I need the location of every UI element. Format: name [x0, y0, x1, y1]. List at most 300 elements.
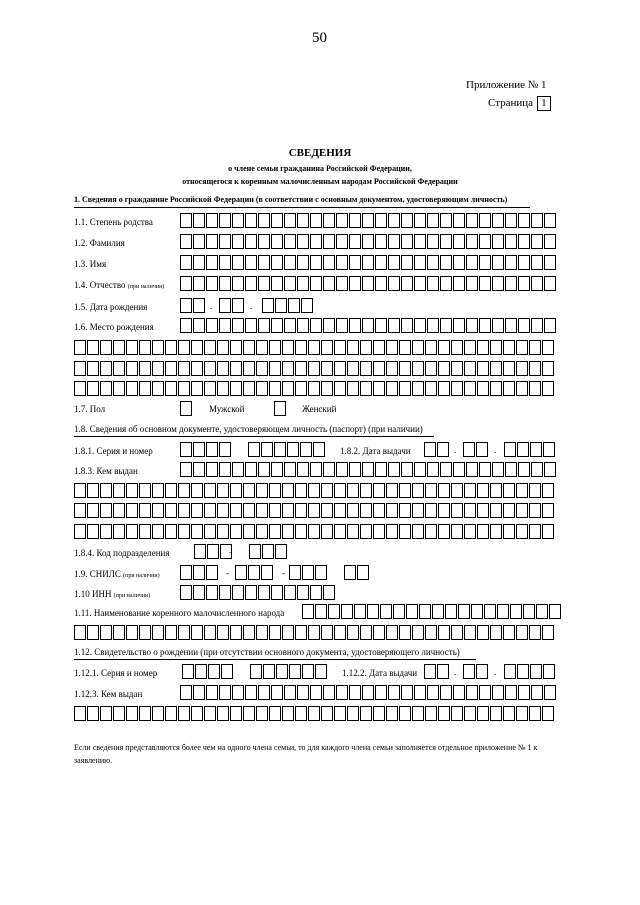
input-cell[interactable] — [282, 483, 294, 498]
input-cell[interactable] — [165, 625, 177, 640]
input-cell[interactable] — [206, 234, 218, 249]
input-cell[interactable] — [74, 524, 86, 539]
indigenous-people-cells-2[interactable] — [74, 625, 555, 641]
birth-month-cells[interactable] — [219, 298, 245, 314]
input-cell[interactable] — [451, 524, 463, 539]
input-cell[interactable] — [165, 340, 177, 355]
input-cell[interactable] — [321, 706, 333, 721]
input-cell[interactable] — [323, 213, 335, 228]
input-cell[interactable] — [297, 462, 309, 477]
input-cell[interactable] — [388, 255, 400, 270]
snils-cells-4[interactable] — [344, 565, 370, 581]
input-cell[interactable] — [490, 524, 502, 539]
input-cell[interactable] — [464, 340, 476, 355]
input-cell[interactable] — [275, 544, 287, 559]
input-cell[interactable] — [373, 340, 385, 355]
input-cell[interactable] — [386, 483, 398, 498]
input-cell[interactable] — [245, 585, 257, 600]
input-cell[interactable] — [219, 213, 231, 228]
input-cell[interactable] — [401, 276, 413, 291]
input-cell[interactable] — [360, 625, 372, 640]
input-cell[interactable] — [536, 604, 548, 619]
input-cell[interactable] — [178, 625, 190, 640]
input-cell[interactable] — [466, 276, 478, 291]
input-cell[interactable] — [388, 462, 400, 477]
input-cell[interactable] — [375, 213, 387, 228]
birth-place-cells-2[interactable] — [74, 340, 555, 356]
input-cell[interactable] — [438, 524, 450, 539]
input-cell[interactable] — [336, 234, 348, 249]
input-cell[interactable] — [503, 625, 515, 640]
birth-place-cells-1[interactable] — [180, 318, 557, 334]
input-cell[interactable] — [113, 483, 125, 498]
input-cell[interactable] — [297, 585, 309, 600]
input-cell[interactable] — [477, 503, 489, 518]
input-cell[interactable] — [386, 706, 398, 721]
input-cell[interactable] — [217, 503, 229, 518]
input-cell[interactable] — [243, 483, 255, 498]
input-cell[interactable] — [180, 565, 192, 580]
input-cell[interactable] — [505, 276, 517, 291]
input-cell[interactable] — [477, 361, 489, 376]
input-cell[interactable] — [308, 524, 320, 539]
input-cell[interactable] — [310, 234, 322, 249]
input-cell[interactable] — [258, 462, 270, 477]
input-cell[interactable] — [217, 524, 229, 539]
input-cell[interactable] — [375, 276, 387, 291]
input-cell[interactable] — [490, 340, 502, 355]
input-cell[interactable] — [362, 276, 374, 291]
input-cell[interactable] — [388, 318, 400, 333]
input-cell[interactable] — [414, 213, 426, 228]
input-cell[interactable] — [466, 462, 478, 477]
snils-cells-2[interactable] — [235, 565, 274, 581]
input-cell[interactable] — [206, 255, 218, 270]
input-cell[interactable] — [542, 483, 554, 498]
input-cell[interactable] — [274, 442, 286, 457]
input-cell[interactable] — [302, 664, 314, 679]
input-cell[interactable] — [399, 503, 411, 518]
input-cell[interactable] — [380, 604, 392, 619]
input-cell[interactable] — [542, 706, 554, 721]
input-cell[interactable] — [113, 381, 125, 396]
certificate-issue-year-cells[interactable] — [504, 664, 556, 680]
input-cell[interactable] — [323, 462, 335, 477]
input-cell[interactable] — [191, 483, 203, 498]
input-cell[interactable] — [440, 276, 452, 291]
input-cell[interactable] — [152, 524, 164, 539]
input-cell[interactable] — [542, 503, 554, 518]
input-cell[interactable] — [425, 503, 437, 518]
input-cell[interactable] — [284, 255, 296, 270]
input-cell[interactable] — [297, 255, 309, 270]
input-cell[interactable] — [284, 213, 296, 228]
input-cell[interactable] — [206, 276, 218, 291]
input-cell[interactable] — [232, 585, 244, 600]
input-cell[interactable] — [531, 234, 543, 249]
input-cell[interactable] — [302, 565, 314, 580]
input-cell[interactable] — [466, 318, 478, 333]
input-cell[interactable] — [466, 685, 478, 700]
input-cell[interactable] — [503, 706, 515, 721]
input-cell[interactable] — [414, 685, 426, 700]
input-cell[interactable] — [276, 664, 288, 679]
input-cell[interactable] — [74, 706, 86, 721]
input-cell[interactable] — [271, 318, 283, 333]
input-cell[interactable] — [347, 381, 359, 396]
input-cell[interactable] — [347, 524, 359, 539]
input-cell[interactable] — [313, 442, 325, 457]
input-cell[interactable] — [425, 706, 437, 721]
input-cell[interactable] — [544, 213, 556, 228]
input-cell[interactable] — [152, 483, 164, 498]
input-cell[interactable] — [87, 483, 99, 498]
input-cell[interactable] — [152, 381, 164, 396]
input-cell[interactable] — [427, 213, 439, 228]
input-cell[interactable] — [479, 318, 491, 333]
input-cell[interactable] — [275, 298, 287, 313]
input-cell[interactable] — [243, 340, 255, 355]
input-cell[interactable] — [373, 524, 385, 539]
input-cell[interactable] — [544, 234, 556, 249]
input-cell[interactable] — [518, 276, 530, 291]
input-cell[interactable] — [193, 685, 205, 700]
input-cell[interactable] — [258, 213, 270, 228]
input-cell[interactable] — [477, 625, 489, 640]
input-cell[interactable] — [399, 340, 411, 355]
input-cell[interactable] — [295, 340, 307, 355]
input-cell[interactable] — [516, 706, 528, 721]
input-cell[interactable] — [282, 503, 294, 518]
input-cell[interactable] — [310, 318, 322, 333]
input-cell[interactable] — [414, 276, 426, 291]
input-cell[interactable] — [341, 604, 353, 619]
input-cell[interactable] — [388, 213, 400, 228]
input-cell[interactable] — [479, 255, 491, 270]
passport-issued-by-cells-1[interactable] — [180, 462, 557, 478]
input-cell[interactable] — [492, 234, 504, 249]
input-cell[interactable] — [178, 361, 190, 376]
input-cell[interactable] — [463, 442, 475, 457]
input-cell[interactable] — [503, 524, 515, 539]
input-cell[interactable] — [427, 234, 439, 249]
input-cell[interactable] — [518, 462, 530, 477]
input-cell[interactable] — [126, 524, 138, 539]
input-cell[interactable] — [297, 213, 309, 228]
input-cell[interactable] — [126, 361, 138, 376]
input-cell[interactable] — [219, 276, 231, 291]
input-cell[interactable] — [289, 565, 301, 580]
input-cell[interactable] — [531, 685, 543, 700]
input-cell[interactable] — [334, 706, 346, 721]
input-cell[interactable] — [464, 524, 476, 539]
input-cell[interactable] — [152, 625, 164, 640]
input-cell[interactable] — [432, 604, 444, 619]
input-cell[interactable] — [295, 706, 307, 721]
input-cell[interactable] — [308, 706, 320, 721]
input-cell[interactable] — [323, 585, 335, 600]
input-cell[interactable] — [126, 340, 138, 355]
input-cell[interactable] — [269, 483, 281, 498]
passport-issue-day-cells[interactable] — [424, 442, 450, 458]
input-cell[interactable] — [245, 318, 257, 333]
input-cell[interactable] — [282, 625, 294, 640]
certificate-issued-by-cells-1[interactable] — [180, 685, 557, 701]
input-cell[interactable] — [360, 340, 372, 355]
input-cell[interactable] — [178, 340, 190, 355]
input-cell[interactable] — [503, 340, 515, 355]
input-cell[interactable] — [295, 381, 307, 396]
input-cell[interactable] — [271, 213, 283, 228]
input-cell[interactable] — [206, 213, 218, 228]
input-cell[interactable] — [269, 625, 281, 640]
input-cell[interactable] — [297, 234, 309, 249]
input-cell[interactable] — [230, 361, 242, 376]
input-cell[interactable] — [516, 381, 528, 396]
input-cell[interactable] — [284, 318, 296, 333]
input-cell[interactable] — [375, 685, 387, 700]
input-cell[interactable] — [477, 524, 489, 539]
input-cell[interactable] — [230, 381, 242, 396]
input-cell[interactable] — [180, 213, 192, 228]
input-cell[interactable] — [453, 234, 465, 249]
input-cell[interactable] — [258, 585, 270, 600]
input-cell[interactable] — [282, 361, 294, 376]
input-cell[interactable] — [193, 234, 205, 249]
input-cell[interactable] — [182, 664, 194, 679]
input-cell[interactable] — [271, 585, 283, 600]
input-cell[interactable] — [477, 340, 489, 355]
input-cell[interactable] — [492, 318, 504, 333]
input-cell[interactable] — [412, 340, 424, 355]
input-cell[interactable] — [466, 255, 478, 270]
input-cell[interactable] — [542, 361, 554, 376]
input-cell[interactable] — [544, 462, 556, 477]
input-cell[interactable] — [245, 234, 257, 249]
input-cell[interactable] — [217, 706, 229, 721]
input-cell[interactable] — [139, 524, 151, 539]
input-cell[interactable] — [399, 381, 411, 396]
input-cell[interactable] — [360, 381, 372, 396]
input-cell[interactable] — [334, 524, 346, 539]
input-cell[interactable] — [191, 625, 203, 640]
relationship-cells[interactable] — [180, 213, 557, 229]
input-cell[interactable] — [243, 524, 255, 539]
input-cell[interactable] — [100, 483, 112, 498]
input-cell[interactable] — [360, 524, 372, 539]
input-cell[interactable] — [165, 361, 177, 376]
input-cell[interactable] — [219, 585, 231, 600]
input-cell[interactable] — [464, 503, 476, 518]
input-cell[interactable] — [248, 442, 260, 457]
input-cell[interactable] — [412, 483, 424, 498]
input-cell[interactable] — [282, 706, 294, 721]
input-cell[interactable] — [406, 604, 418, 619]
input-cell[interactable] — [321, 483, 333, 498]
input-cell[interactable] — [100, 503, 112, 518]
input-cell[interactable] — [74, 361, 86, 376]
input-cell[interactable] — [414, 462, 426, 477]
input-cell[interactable] — [193, 462, 205, 477]
input-cell[interactable] — [412, 706, 424, 721]
input-cell[interactable] — [477, 381, 489, 396]
input-cell[interactable] — [451, 340, 463, 355]
input-cell[interactable] — [126, 483, 138, 498]
input-cell[interactable] — [245, 276, 257, 291]
input-cell[interactable] — [152, 706, 164, 721]
input-cell[interactable] — [438, 381, 450, 396]
patronymic-cells[interactable] — [180, 276, 557, 292]
input-cell[interactable] — [529, 625, 541, 640]
input-cell[interactable] — [323, 255, 335, 270]
input-cell[interactable] — [295, 625, 307, 640]
input-cell[interactable] — [139, 361, 151, 376]
input-cell[interactable] — [427, 276, 439, 291]
input-cell[interactable] — [217, 625, 229, 640]
input-cell[interactable] — [204, 503, 216, 518]
input-cell[interactable] — [245, 255, 257, 270]
input-cell[interactable] — [531, 213, 543, 228]
input-cell[interactable] — [360, 361, 372, 376]
input-cell[interactable] — [178, 381, 190, 396]
input-cell[interactable] — [373, 625, 385, 640]
input-cell[interactable] — [375, 462, 387, 477]
input-cell[interactable] — [284, 585, 296, 600]
snils-cells-1[interactable] — [180, 565, 219, 581]
input-cell[interactable] — [269, 340, 281, 355]
input-cell[interactable] — [347, 625, 359, 640]
input-cell[interactable] — [373, 361, 385, 376]
input-cell[interactable] — [543, 664, 555, 679]
input-cell[interactable] — [256, 503, 268, 518]
input-cell[interactable] — [310, 462, 322, 477]
input-cell[interactable] — [256, 625, 268, 640]
input-cell[interactable] — [139, 706, 151, 721]
input-cell[interactable] — [503, 361, 515, 376]
input-cell[interactable] — [464, 381, 476, 396]
input-cell[interactable] — [373, 503, 385, 518]
input-cell[interactable] — [425, 625, 437, 640]
input-cell[interactable] — [206, 585, 218, 600]
input-cell[interactable] — [152, 361, 164, 376]
input-cell[interactable] — [425, 361, 437, 376]
input-cell[interactable] — [204, 706, 216, 721]
input-cell[interactable] — [315, 565, 327, 580]
input-cell[interactable] — [531, 255, 543, 270]
input-cell[interactable] — [412, 361, 424, 376]
input-cell[interactable] — [180, 234, 192, 249]
input-cell[interactable] — [180, 255, 192, 270]
input-cell[interactable] — [230, 340, 242, 355]
input-cell[interactable] — [113, 503, 125, 518]
input-cell[interactable] — [297, 685, 309, 700]
input-cell[interactable] — [479, 276, 491, 291]
input-cell[interactable] — [235, 565, 247, 580]
input-cell[interactable] — [139, 483, 151, 498]
input-cell[interactable] — [529, 381, 541, 396]
sex-female-checkbox[interactable] — [274, 401, 286, 416]
input-cell[interactable] — [245, 685, 257, 700]
input-cell[interactable] — [479, 462, 491, 477]
input-cell[interactable] — [126, 503, 138, 518]
input-cell[interactable] — [308, 340, 320, 355]
input-cell[interactable] — [165, 483, 177, 498]
input-cell[interactable] — [248, 565, 260, 580]
input-cell[interactable] — [206, 685, 218, 700]
input-cell[interactable] — [505, 255, 517, 270]
input-cell[interactable] — [347, 483, 359, 498]
input-cell[interactable] — [193, 255, 205, 270]
input-cell[interactable] — [207, 544, 219, 559]
input-cell[interactable] — [323, 685, 335, 700]
input-cell[interactable] — [386, 625, 398, 640]
input-cell[interactable] — [113, 524, 125, 539]
input-cell[interactable] — [219, 318, 231, 333]
input-cell[interactable] — [367, 604, 379, 619]
input-cell[interactable] — [451, 381, 463, 396]
input-cell[interactable] — [518, 234, 530, 249]
input-cell[interactable] — [362, 213, 374, 228]
input-cell[interactable] — [375, 234, 387, 249]
input-cell[interactable] — [464, 483, 476, 498]
input-cell[interactable] — [271, 255, 283, 270]
input-cell[interactable] — [221, 664, 233, 679]
input-cell[interactable] — [349, 318, 361, 333]
input-cell[interactable] — [349, 213, 361, 228]
input-cell[interactable] — [458, 604, 470, 619]
input-cell[interactable] — [323, 318, 335, 333]
input-cell[interactable] — [269, 706, 281, 721]
input-cell[interactable] — [193, 298, 205, 313]
input-cell[interactable] — [542, 625, 554, 640]
input-cell[interactable] — [308, 483, 320, 498]
input-cell[interactable] — [295, 503, 307, 518]
input-cell[interactable] — [349, 462, 361, 477]
input-cell[interactable] — [503, 503, 515, 518]
input-cell[interactable] — [204, 361, 216, 376]
passport-issue-year-cells[interactable] — [504, 442, 556, 458]
input-cell[interactable] — [180, 318, 192, 333]
input-cell[interactable] — [180, 585, 192, 600]
input-cell[interactable] — [256, 524, 268, 539]
input-cell[interactable] — [230, 625, 242, 640]
input-cell[interactable] — [543, 442, 555, 457]
input-cell[interactable] — [87, 381, 99, 396]
input-cell[interactable] — [516, 625, 528, 640]
passport-number-cells[interactable] — [248, 442, 326, 458]
input-cell[interactable] — [542, 381, 554, 396]
input-cell[interactable] — [518, 685, 530, 700]
input-cell[interactable] — [479, 685, 491, 700]
input-cell[interactable] — [544, 255, 556, 270]
input-cell[interactable] — [336, 276, 348, 291]
input-cell[interactable] — [401, 255, 413, 270]
input-cell[interactable] — [503, 483, 515, 498]
input-cell[interactable] — [492, 255, 504, 270]
certificate-issued-by-cells-2[interactable] — [74, 706, 555, 722]
input-cell[interactable] — [505, 685, 517, 700]
input-cell[interactable] — [399, 483, 411, 498]
input-cell[interactable] — [344, 565, 356, 580]
input-cell[interactable] — [505, 462, 517, 477]
input-cell[interactable] — [74, 340, 86, 355]
input-cell[interactable] — [437, 442, 449, 457]
input-cell[interactable] — [308, 381, 320, 396]
input-cell[interactable] — [310, 685, 322, 700]
input-cell[interactable] — [466, 234, 478, 249]
input-cell[interactable] — [204, 524, 216, 539]
input-cell[interactable] — [230, 524, 242, 539]
